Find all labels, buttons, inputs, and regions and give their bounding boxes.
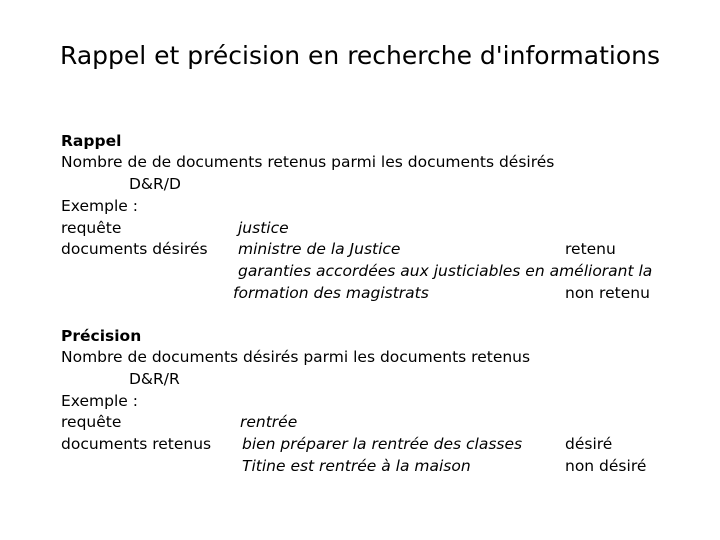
precision-query-label: requête (61, 413, 122, 431)
rappel-formula: D&R/D (129, 175, 181, 193)
precision-docs-label: documents retenus (61, 435, 212, 453)
precision-doc-1-text: bien préparer la rentrée des classes (242, 435, 523, 453)
precision-doc-2-text: Titine est rentrée à la maison (242, 457, 471, 475)
precision-example-label: Exemple : (61, 392, 138, 410)
rappel-doc-2-status: non retenu (565, 284, 650, 302)
rappel-doc-1-text: ministre de la Justice (238, 240, 401, 258)
rappel-doc-2-text-line2: formation des magistrats (233, 284, 429, 302)
precision-doc-1-status: désiré (565, 435, 613, 453)
rappel-definition: Nombre de de documents retenus parmi les documents désirés (61, 153, 555, 171)
rappel-docs-label: documents désirés (61, 240, 208, 258)
precision-definition: Nombre de documents désirés parmi les documents retenus (61, 348, 531, 366)
rappel-doc-1-status: retenu (565, 240, 616, 258)
slide-title: Rappel et précision en recherche d'informations (60, 41, 660, 70)
precision-doc-2-status: non désiré (565, 457, 647, 475)
rappel-query-label: requête (61, 219, 122, 237)
precision-heading: Précision (61, 327, 142, 345)
rappel-doc-2-text-line1: garanties accordées aux justiciables en améliorant la (238, 262, 653, 280)
rappel-query-value: justice (238, 219, 289, 237)
precision-query-value: rentrée (240, 413, 298, 431)
rappel-example-label: Exemple : (61, 197, 138, 215)
rappel-heading: Rappel (61, 132, 122, 150)
precision-formula: D&R/R (129, 370, 180, 388)
